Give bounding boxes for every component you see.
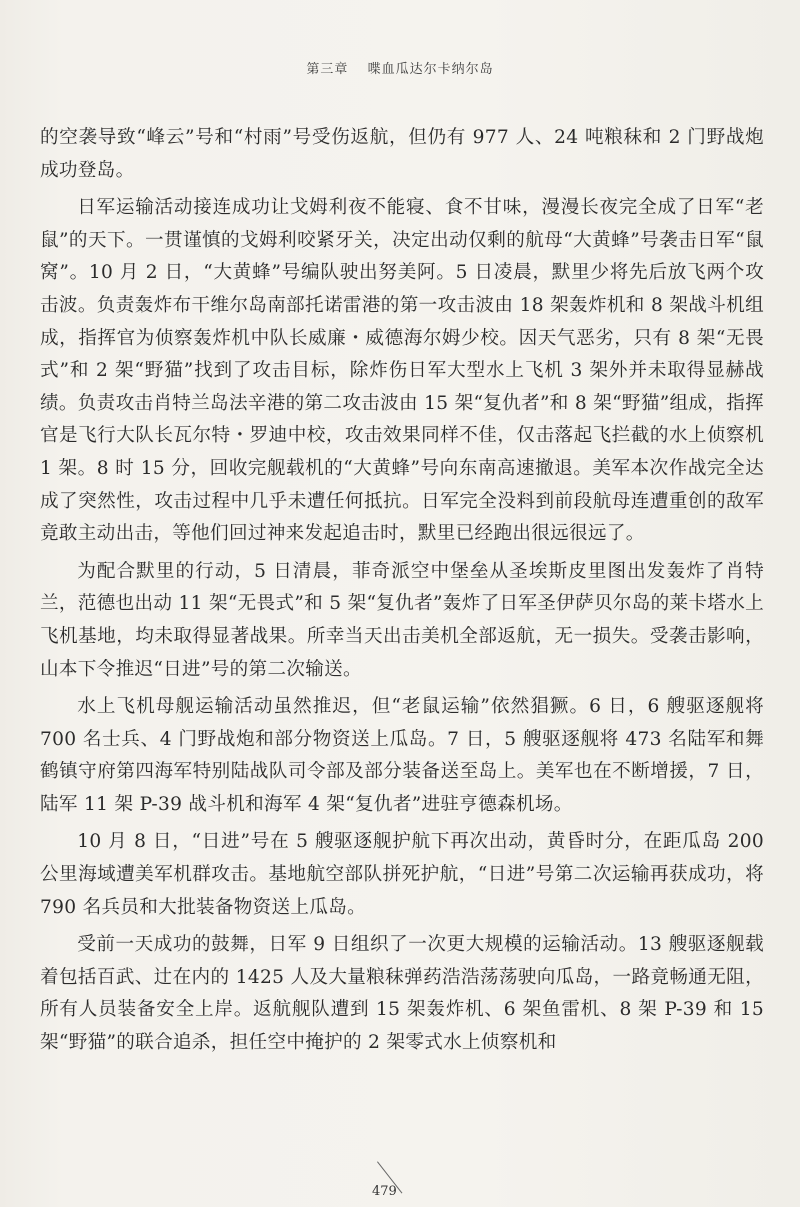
- running-header: [0, 58, 800, 77]
- paragraph: 水上飞机母舰运输活动虽然推迟，但“老鼠运输”依然猖獗。6 日，6 艘驱逐舰将 700 名士兵、4 门野战炮和部分物资送上瓜岛。7 日，5 艘驱逐舰将 473 名陆军和舞鹤镇守府第四海军特别陆战队司令部及部分装备送至岛上。美军也在不断增援，7 日，陆军 11 架 P-39 战斗机和海军 4 架“复仇者”进驻亨德森机场。: [40, 696, 764, 815]
- chapter-title: 喋血瓜达尔卡纳尔岛: [367, 62, 494, 77]
- paragraph: 的空袭导致“峰云”号和“村雨”号受伤返航，但仍有 977 人、24 吨粮秣和 2 门野战炮成功登岛。: [40, 127, 764, 181]
- chapter-label: 第三章: [306, 62, 349, 77]
- paragraph: 为配合默里的行动，5 日清晨，菲奇派空中堡垒从圣埃斯皮里图出发轰炸了肖特兰，范德也出动 11 架“无畏式”和 5 架“复仇者”轰炸了日军圣伊萨贝尔岛的莱卡塔水上飞机基地，均未取得显著战果。所幸当天出击美机全部返航，无一损失。受袭击影响，山本下令推迟“日进”号的第二次输送。: [40, 560, 764, 680]
- body-text: [40, 122, 764, 1065]
- paragraph: 受前一天成功的鼓舞，日军 9 日组织了一次更大规模的运输活动。13 艘驱逐舰载着包括百武、辻在内的 1425 人及大量粮秣弹药浩浩荡荡驶向瓜岛，一路竟畅通无阻，所有人员装备安全上岸。返航舰队遭到 15 架轰炸机、6 架鱼雷机、8 架 P-39 和 15 架“野猫”的联合追杀，担任空中掩护的 2 架零式水上侦察机和: [40, 934, 764, 1054]
- paragraph: 10 月 8 日，“日进”号在 5 艘驱逐舰护航下再次出动，黄昏时分，在距瓜岛 200 公里海域遭美军机群攻击。基地航空部队拼死护航，“日进”号第二次运输再获成功，将 790 名兵员和大批装备物资送上瓜岛。: [40, 831, 764, 918]
- page-number: 479: [372, 1184, 397, 1199]
- paragraph: 日军运输活动接连成功让戈姆利夜不能寝、食不甘味，漫漫长夜完全成了日军“老鼠”的天下。一贯谨慎的戈姆利咬紧牙关，决定出动仅剩的航母“大黄蜂”号袭击日军“鼠窝”。10 月 2 日，“大黄蜂”号编队驶出努美阿。5 日凌晨，默里少将先后放飞两个攻击波。负责轰炸布干维尔岛南部托诺雷港的第一攻击波由 18 架轰炸机和 8 架战斗机组成，指挥官为侦察轰炸机中队长威廉・威德海尔姆少校。因天气恶劣，只有 8 架“无畏式”和 2 架“野猫”找到了攻击目标，除炸伤日军大型水上飞机 3 架外并未取得显赫战绩。负责攻击肖特兰岛法辛港的第二攻击波由 15 架“复仇者”和 8 架“野猫”组成，指挥官是飞行大队长瓦尔特・罗迪中校，攻击效果同样不佳，仅击落起飞拦截的水上侦察机 1 架。8 时 15 分，回收完舰载机的“大黄蜂”号向东南高速撤退。美军本次作战完全达成了突然性，攻击过程中几乎未遭任何抵抗。日军完全没料到前段航母连遭重创的敌军竟敢主动出击，等他们回过神来发起追击时，默里已经跑出很远很远了。: [40, 197, 764, 545]
